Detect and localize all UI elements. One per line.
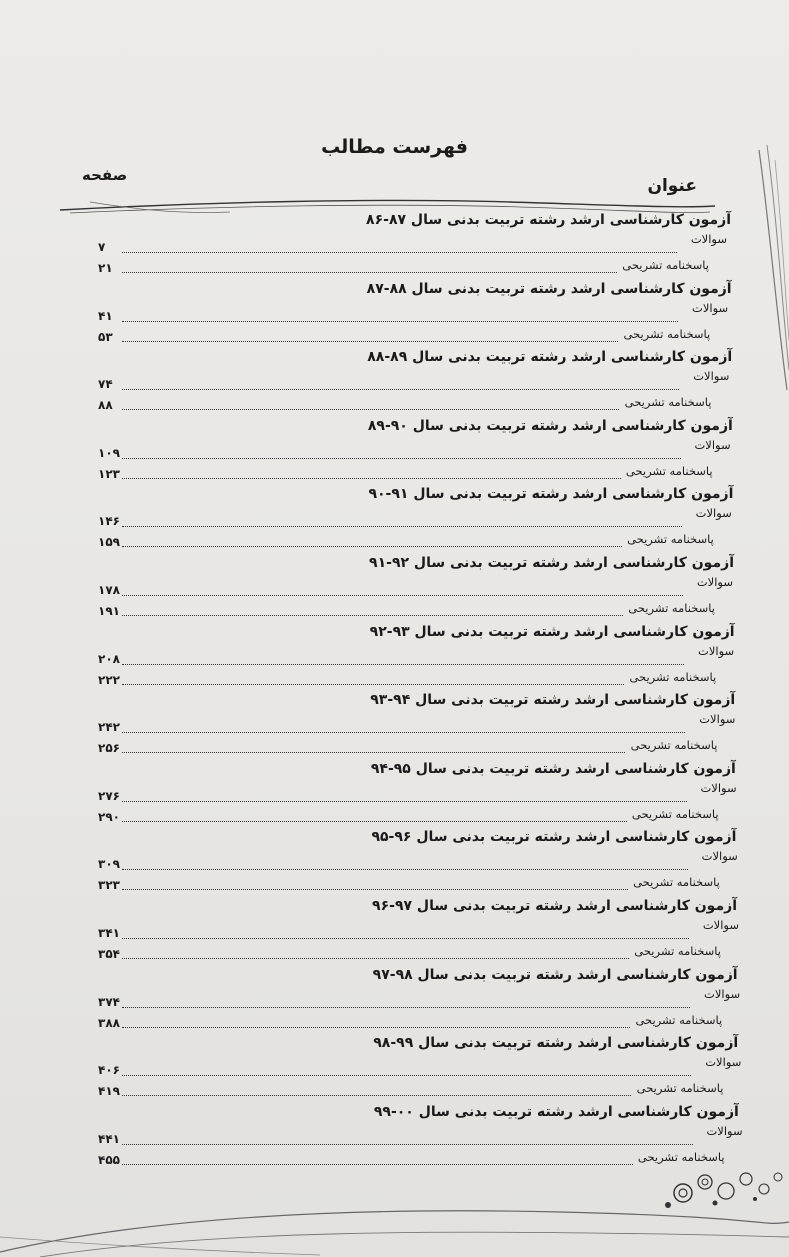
- exam-title: آزمون کارشناسی ارشد رشته تربیت بدنی سال ۹۳-۹۲: [369, 623, 735, 640]
- exam-title: آزمون کارشناسی ارشد رشته تربیت بدنی سال ۸۸-۸۷: [366, 280, 732, 297]
- dot-leader: [122, 938, 689, 939]
- dot-leader: [122, 958, 629, 959]
- page-number: ۲۲۲: [98, 672, 120, 687]
- dot-leader: [122, 615, 623, 616]
- dot-leader: [122, 546, 622, 547]
- page-number: ۴۴۱: [98, 1131, 120, 1146]
- dot-leader: [122, 409, 619, 410]
- exam-title: آزمون کارشناسی ارشد رشته تربیت بدنی سال ۹۵-۹۴: [370, 760, 736, 777]
- exam-title: آزمون کارشناسی ارشد رشته تربیت بدنی سال ۹۴-۹۳: [370, 692, 736, 709]
- dot-leader: [122, 821, 627, 822]
- dot-leader: [122, 889, 628, 890]
- page-number: ۱۹۱: [98, 604, 120, 618]
- dot-leader: [122, 801, 687, 802]
- dot-leader: [122, 1164, 633, 1165]
- page-number: ۲۹۰: [98, 809, 120, 824]
- dot-leader: [122, 752, 625, 753]
- dot-leader: [122, 1075, 691, 1076]
- dot-leader: [122, 684, 624, 685]
- dot-leader: [122, 341, 618, 342]
- dot-leader: [122, 1144, 693, 1145]
- answers-label: پاسخنامه تشریحی: [622, 258, 709, 272]
- exam-title: آزمون کارشناسی ارشد رشته تربیت بدنی سال ۹۱-۹۰: [368, 486, 734, 503]
- questions-label: سوالات: [696, 575, 733, 589]
- questions-label: سوالات: [690, 232, 727, 246]
- page-number: ۳۴۱: [98, 926, 120, 940]
- page-number: ۳۵۴: [98, 947, 120, 961]
- dot-leader: [122, 1095, 631, 1096]
- questions-label: سوالات: [699, 712, 736, 727]
- exam-title: آزمون کارشناسی ارشد رشته تربیت بدنی سال ۹۸-۹۷: [372, 966, 738, 983]
- column-heading-title: عنوان: [647, 176, 697, 196]
- exam-title: آزمون کارشناسی ارشد رشته تربیت بدنی سال ۰۰-۹۹: [373, 1103, 739, 1120]
- page-number: ۷: [98, 240, 106, 254]
- dot-leader: [122, 732, 685, 733]
- page-number: ۴۱۹: [98, 1084, 120, 1099]
- page-number: ۲۷۶: [98, 788, 120, 803]
- dot-leader: [122, 321, 678, 322]
- page-number: ۲۱: [98, 261, 113, 275]
- questions-label: سوالات: [692, 300, 729, 315]
- dot-leader: [122, 526, 682, 527]
- page-number: ۸۸: [98, 398, 113, 413]
- dot-leader: [122, 478, 621, 479]
- page-number: ۳۷۴: [98, 994, 120, 1009]
- page-number: ۱۲۳: [98, 466, 120, 481]
- answers-label: پاسخنامه تشریحی: [631, 806, 719, 821]
- page-number: ۳۸۸: [98, 1015, 120, 1030]
- exam-title: آزمون کارشناسی ارشد رشته تربیت بدنی سال ۹۹-۹۸: [373, 1035, 739, 1052]
- dot-leader: [122, 252, 677, 253]
- questions-label: سوالات: [701, 849, 738, 864]
- dot-leader: [122, 1027, 630, 1028]
- bottom-decoration: [0, 1167, 789, 1257]
- exam-title: آزمون کارشناسی ارشد رشته تربیت بدنی سال ۸۹-۸۸: [367, 349, 733, 366]
- dot-leader: [122, 458, 681, 459]
- dot-leader: [122, 272, 617, 273]
- page-number: ۱۴۶: [98, 514, 120, 529]
- exam-title: آزمون کارشناسی ارشد رشته تربیت بدنی سال ۹۲-۹۱: [369, 555, 734, 571]
- page-number: ۳۰۹: [98, 857, 120, 872]
- page-number: ۳۲۳: [98, 878, 120, 893]
- exam-title: آزمون کارشناسی ارشد رشته تربیت بدنی سال ۸۷-۸۶: [366, 212, 731, 228]
- page-number: ۴۰۶: [98, 1063, 120, 1078]
- answers-label: پاسخنامه تشریحی: [623, 326, 711, 341]
- page-number: ۷۴: [98, 377, 113, 392]
- page-number: ۲۴۲: [98, 720, 120, 735]
- page-number: ۴۱: [98, 308, 113, 323]
- page-number: ۵۳: [98, 329, 113, 344]
- dot-leader: [122, 664, 684, 665]
- questions-label: سوالات: [695, 506, 732, 521]
- dot-leader: [122, 1007, 690, 1008]
- page-number: ۱۷۸: [98, 583, 120, 597]
- questions-label: سوالات: [693, 369, 730, 384]
- page-number: ۱۰۹: [98, 445, 120, 460]
- dot-leader: [122, 869, 688, 870]
- answers-label: پاسخنامه تشریحی: [636, 1081, 724, 1096]
- answers-label: پاسخنامه تشریحی: [633, 875, 720, 890]
- page-number: ۴۵۵: [98, 1152, 120, 1167]
- questions-label: سوالات: [706, 1123, 743, 1138]
- answers-label: پاسخنامه تشریحی: [628, 601, 715, 615]
- answers-label: پاسخنامه تشریحی: [637, 1149, 725, 1164]
- answers-label: پاسخنامه تشریحی: [635, 1012, 723, 1027]
- answers-label: پاسخنامه تشریحی: [630, 738, 718, 753]
- dot-leader: [122, 389, 679, 390]
- dot-leader: [122, 595, 683, 596]
- answers-label: پاسخنامه تشریحی: [629, 669, 717, 684]
- edge-decoration: [749, 140, 789, 400]
- column-heading-page: صفحه: [82, 166, 128, 184]
- questions-label: سوالات: [702, 918, 739, 932]
- questions-label: سوالات: [705, 1055, 742, 1070]
- questions-label: سوالات: [704, 986, 741, 1001]
- answers-label: پاسخنامه تشریحی: [624, 395, 712, 410]
- exam-title: آزمون کارشناسی ارشد رشته تربیت بدنی سال ۹۰-۸۹: [367, 417, 733, 434]
- exam-title: آزمون کارشناسی ارشد رشته تربیت بدنی سال ۹۶-۹۵: [371, 829, 737, 846]
- exam-title: آزمون کارشناسی ارشد رشته تربیت بدنی سال ۹۷-۹۶: [372, 898, 737, 914]
- questions-label: سوالات: [698, 643, 735, 658]
- page-number: ۱۵۹: [98, 535, 120, 550]
- page-number: ۲۰۸: [98, 651, 120, 666]
- answers-label: پاسخنامه تشریحی: [634, 944, 721, 958]
- answers-label: پاسخنامه تشریحی: [627, 532, 714, 547]
- answers-label: پاسخنامه تشریحی: [625, 463, 713, 478]
- questions-label: سوالات: [694, 437, 731, 452]
- page-title: فهرست مطالب: [321, 136, 468, 158]
- questions-label: سوالات: [700, 780, 737, 795]
- page-number: ۲۵۶: [98, 741, 120, 756]
